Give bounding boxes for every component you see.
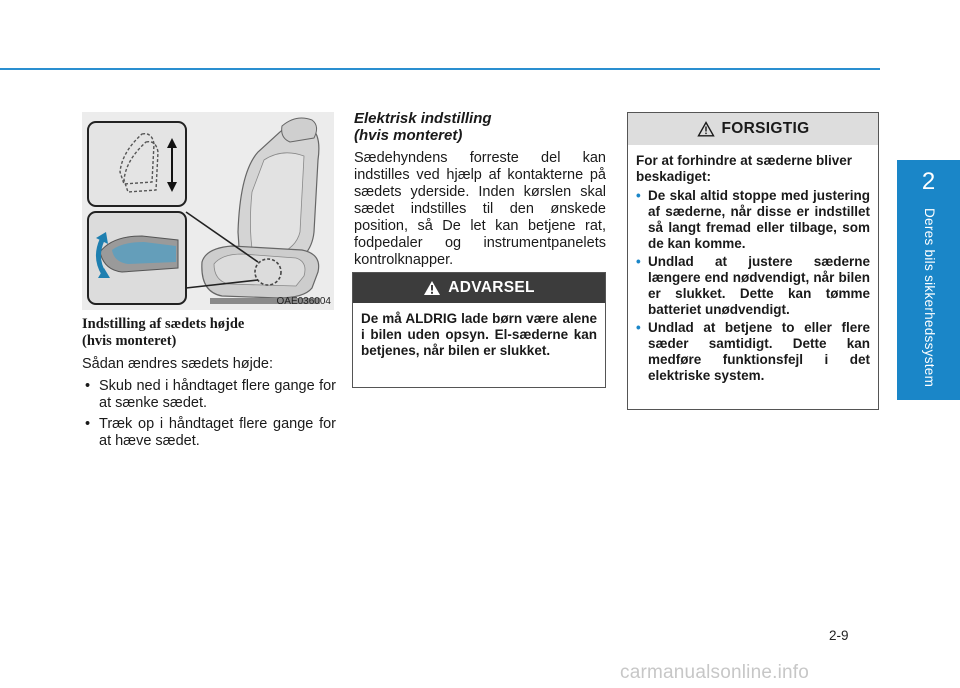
seat-height-section (82, 316, 336, 454)
watermark: carmanualsonline.info (620, 662, 810, 683)
caution-triangle-icon (697, 121, 715, 137)
seat-height-heading: Indstilling af sædets højde (hvis monteret) (82, 316, 245, 349)
seat-height-figure (82, 112, 334, 310)
caution-intro: For at forhindre at sæderne bliver beskadiget: (636, 153, 853, 184)
caution-header (628, 113, 878, 145)
seat-height-intro: Sådan ændres sædets højde: (82, 356, 274, 372)
caution-box (627, 112, 879, 410)
warning-triangle-icon (423, 280, 441, 296)
list-item: • De skal altid stoppe med justering af sæderne, når disse er indstillet så langt fremad eller tilbage, som de kan komme. (636, 188, 870, 252)
seat-illustration (82, 112, 334, 310)
list-item: • Træk op i håndtaget flere gange for at hæve sædet. (82, 416, 336, 450)
list-item: • Undlad at justere sæderne længere end nødvendigt, når bilen er slukket. Dette kan tømme batteriet unødvendigt. (636, 254, 870, 318)
figure-code: OAE036004 (276, 296, 331, 307)
warning-box (352, 272, 606, 388)
chapter-title: Deres bils sikkerhedssystem (922, 208, 937, 388)
caution-list (636, 188, 870, 384)
list-item: • Skub ned i håndtaget flere gange for at sænke sædet. (82, 378, 336, 412)
warning-header (353, 273, 605, 303)
caution-label: FORSIGTIG (721, 120, 810, 137)
electric-adjust-section (354, 110, 606, 269)
chapter-tab[interactable] (897, 160, 960, 400)
list-item: • Undlad at betjene to eller flere sæder samtidigt. Dette kan medføre funktionsfejl i det elektriske system. (636, 320, 870, 384)
warning-text: De må ALDRIG lade børn være alene i bilen uden opsyn. El-sæderne kan betjenes, når bilen er slukket. (361, 311, 597, 358)
caution-content (628, 145, 878, 384)
header-rule (0, 68, 880, 70)
page-number: 2-9 (829, 628, 849, 643)
electric-adjust-body: Sædehyndens forreste del kan indstilles ved hjælp af kontakterne på sædets yderside. Inden kørslen skal sædet indstilles til den ønskede position, så De let kan betjene rat, fodpedaler og instrumentpanelets kontrolknapper. (354, 150, 606, 268)
chapter-number: 2 (921, 168, 936, 195)
warning-label: ADVARSEL (448, 279, 535, 296)
electric-adjust-heading: Elektrisk indstilling (hvis monteret) (354, 110, 492, 144)
seat-height-steps (82, 378, 336, 450)
